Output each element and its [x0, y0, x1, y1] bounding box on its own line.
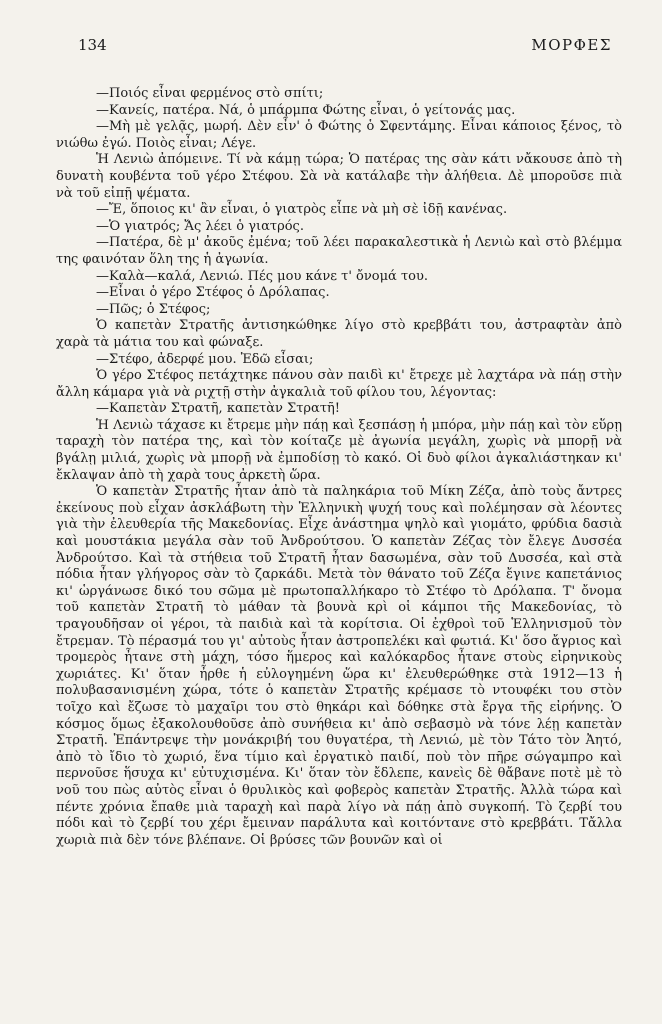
body-text: [56, 86, 622, 849]
paragraph: Ὁ καπετὰν Στρατῆς ἦταν ἀπὸ τὰ παληκάρια τοῦ Μίκη Ζέζα, ἀπὸ τοὺς ἄντρες ἐκείνους ποὺ εἶχαν ἀσκλάβωτη τὴν Ἑλληνικὴ ψυχή τους καὶ πολέμησαν σὰ λέοντες γιὰ τὴν ἐλευθερία τῆς Μακεδονίας. Εἶχε ἀνάστημα ψηλὸ καὶ γιομάτο, φρύδια δασιὰ καὶ μουστάκια μεγάλα σὰν τοῦ Ἀνδρούτσου. Ὁ καπετὰν Ζέζας τὸν ἔλεγε Δυσσέα Ἀνδρούτσο. Καὶ τὰ στήθεια τοῦ Στρατῆ ἦταν δασωμένα, σὰν τοῦ Δυσσέα, καὶ στὰ πόδια ἦταν γλήγορος σὰν τὸ ζαρκάδι. Μετὰ τὸν θάνατο τοῦ Ζέζα ἔγινε καπετάνιος κι' ὡργάνωσε δικό του σῶμα μὲ πρωτοπαλλήκαρο τὸ Στέφο τὸ Δρόλαπα. Τ' ὄνομα τοῦ καπετὰν Στρατῆ τὸ μάθαν τὰ βουνὰ κρὶ οἱ κάμποι τῆς Μακεδονίας, τὸ τραγουδῆσαν οἱ γέροι, τὰ παιδιὰ καὶ τὰ κορίτσια. Οἱ ἐχθροὶ τοῦ Ἑλληνισμοῦ τὸν ἔτρεμαν. Τὸ πέρασμά του γι' αὐτοὺς ἦταν ἀστροπελέκι καὶ φωτιά. Κι' ὅσο ἄγριος καὶ τρομερὸς ἦτανε στὴ μάχη, τόσο ἥμερος καὶ καλόκαρδος ἦτανε στοὺς εἰρηνικοὺς χωριάτες. Κι' ὅταν ἦρθε ἡ εὐλογημένη ὥρα κι' ἐλευθερώθηκε στὰ 1912—13 ἡ πολυβασανισμένη χώρα, τότε ὁ καπετὰν Στρατῆς κρέμασε τὸ ντουφέκι του στὸν τοῖχο καὶ ἔζωσε τὸ μαχαῖρι του στὸ θηκάρι καὶ δόθηκε στὰ ἔργα τῆς εἰρήνης. Ὁ κόσμος ὅμως ἐξακολουθοῦσε ἀπὸ συνήθεια κι' ἀπὸ σεβασμὸ νὰ τόνε λέῃ καπετὰν Στρατῆ. Ἐπάντρεψε τὴν μονάκριβή του θυγατέρα, τὴ Λενιώ, μὲ τὸν Τάτο τὸν Ἀητό, ἀπὸ τὸ ἴδιο τὸ χωριό, ἕνα τίμιο καὶ ἐργατικὸ παιδί, ποὺ τὸν πῆρε σώγαμπρο καὶ περνοῦσε ἥσυχα κι' εὐτυχισμένα. Κι' ὅταν τὸν ἔδλεπε, κανεὶς δὲ θἄβανε ποτὲ μὲ τὸ νοῦ του πὼς αὐτὸς εἶναι ὁ θρυλικὸς καὶ φοβερὸς καπετὰν Στρατῆς. Ἀλλὰ τώρα καὶ πέντε χρόνια ἔπαθε μιὰ ταραχὴ καὶ παρὰ λίγο νὰ πάῃ ἀπὸ συγκοπή. Τὸ ζερβί του πόδι καὶ τὸ ζερβί του χέρι ἔμειναν παράλυτα καὶ κοιτόντανε στὸ κρεββάτι. Τἄλλα χωριὰ πιὰ δὲν τόνε βλέπανε. Οἱ βρύσες τῶν βουνῶν καὶ οἱ: [56, 484, 622, 848]
paragraph: —Μὴ μὲ γελᾷς, μωρή. Δὲν εἶν' ὁ Φώτης ὁ Σφεντάμης. Εἶναι κάποιος ξένος, τὸ νιώθω ἐγώ. Ποιὸς εἶναι; Λέγε.: [56, 119, 622, 151]
running-title: ΜΟΡΦΕΣ: [531, 36, 612, 54]
paragraph: —Εἶναι ὁ γέρο Στέφος ὁ Δρόλαπας.: [96, 285, 330, 301]
paragraph: Ἡ Λενιὼ ἀπόμεινε. Τί νὰ κάμῃ τώρα; Ὁ πατέρας της σὰν κάτι νἄκουσε ἀπὸ τὴ δυνατὴ κουβέντα τοῦ γέρο Στέφου. Σὰ νὰ κατάλαβε τὴν ἀλήθεια. Δὲ μποροῦσε πιὰ νὰ τοῦ εἰπῇ ψέματα.: [56, 152, 622, 201]
paragraph: —Στέφο, ἀδερφέ μου. Ἐδῶ εἶσαι;: [96, 351, 314, 367]
paragraph: —Ὁ γιατρός; Ἄς λέει ὁ γιατρός.: [96, 218, 304, 234]
paragraph: Ἡ Λενιὼ τάχασε κι ἔτρεμε μὴν πάῃ καὶ ξεσπάσῃ ἡ μπόρα, μὴν πάῃ καὶ τὸν εὕρῃ ταραχὴ τὸν πατέρα της, καὶ τὸν κοίταζε μὲ ἀγωνία μεγάλη, χωρὶς νὰ μπορῇ νὰ βγάλῃ μιλιά, χωρὶς νὰ μπορῇ νὰ ἐμποδίσῃ τὸ κακό. Οἱ δυὸ φίλοι ἀγκαλιάστηκαν κι' ἔκλαψαν ἀπὸ τὴ χαρὰ τους ἀρκετὴ ὥρα.: [56, 417, 622, 483]
page-header: [0, 36, 662, 62]
paragraph: —Ἔ, ὅποιος κι' ἂν εἶναι, ὁ γιατρὸς εἶπε νὰ μὴ σὲ ἰδῇ κανένας.: [96, 202, 508, 218]
page-number: 134: [78, 36, 107, 54]
paragraph: —Πατέρα, δὲ μ' ἀκοῦς ἐμένα; τοῦ λέει παρακαλεστικὰ ἡ Λενιὼ καὶ στὸ βλέμμα της φαινόταν ὅλη της ἡ ἀγωνία.: [56, 235, 622, 267]
paragraph: —Κανείς, πατέρα. Νά, ὁ μπάρμπα Φώτης εἶναι, ὁ γείτονάς μας.: [96, 102, 516, 118]
paragraph: —Καπετὰν Στρατῆ, καπετὰν Στρατῆ!: [96, 401, 341, 417]
paragraph: Ὁ γέρο Στέφος πετάχτηκε πάνου σὰν παιδὶ κι' ἔτρεχε μὲ λαχτάρα νὰ πάῃ στὴν ἄλλη κάμαρα γιὰ νὰ ριχτῇ στὴν ἀγκαλιὰ τοῦ φίλου του, λέγοντας:: [56, 368, 622, 400]
paragraph: —Καλὰ—καλά, Λενιώ. Πές μου κάνε τ' ὄνομά του.: [96, 268, 429, 284]
paragraph: Ὁ καπετὰν Στρατῆς ἀντισηκώθηκε λίγο στὸ κρεββάτι του, ἀστραφτὰν ἀπὸ χαρὰ τὰ μάτια του καὶ φώναξε.: [56, 318, 622, 350]
paragraph: —Ποιός εἶναι φερμένος στὸ σπίτι;: [96, 86, 324, 101]
paragraph: —Πῶς; ὁ Στέφος;: [96, 301, 211, 317]
